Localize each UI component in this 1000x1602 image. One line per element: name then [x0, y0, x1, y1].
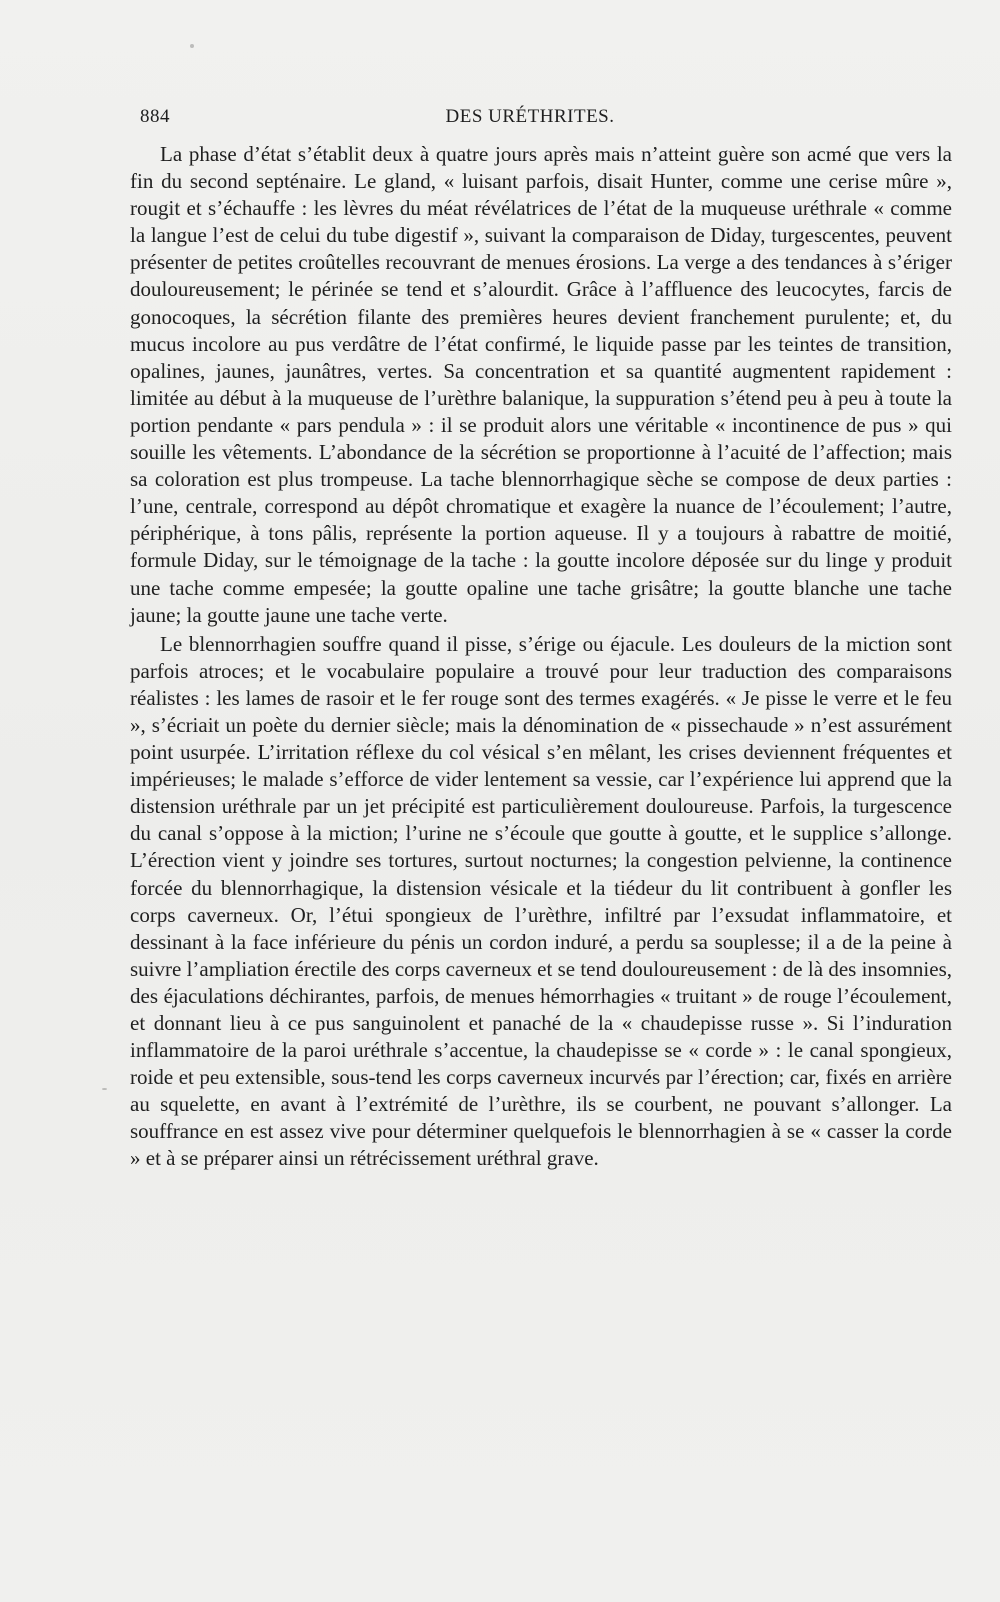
running-title: DES URÉTHRITES. — [445, 106, 615, 127]
paragraph-2: Le blennorrhagien souffre quand il pisse, s’érige ou éjacule. Les douleurs de la miction sont parfois atroces; et le vocabulaire populaire a trouvé pour leur traduction des comparaisons réalistes : les lames de rasoir et le fer rouge sont des termes exagérés. « Je pisse le verre et le feu », s’écriait un poète du dernier siècle; mais la dénomination de « pissechaude » n’est assurément point usurpée. L’irritation réflexe du col vésical s’en mêlant, les crises deviennent fréquentes et impérieuses; le malade s’efforce de vider lentement sa vessie, car l’expérience lui apprend que la distension uréthrale par un jet précipité est particulièrement douloureuse. Parfois, la turgescence du canal s’oppose à la miction; l’urine ne s’écoule que goutte à goutte, et le supplice s’allonge. L’érection vient y joindre ses tortures, surtout nocturnes; la congestion pelvienne, la continence forcée du blennorrhagique, la distension vésicale et la tiédeur du lit contribuent à gonfler les corps caverneux. Or, l’étui spongieux de l’urèthre, infiltré par l’exsudat inflammatoire, et dessinant à la face inférieure du pénis un cordon induré, a perdu sa souplesse; il a de la peine à suivre l’ampliation érectile des corps caverneux et se tend douloureusement : de là des insomnies, des éjaculations déchirantes, parfois, de menues hémorrhagies « truitant » de rouge l’écoulement, et donnant lieu à ce pus sanguinolent et panaché de la « chaudepisse russe ». Si l’induration inflammatoire de la paroi uréthrale s’accentue, la chaudepisse se « corde » : le canal spongieux, roide et peu extensible, sous-tend les corps caverneux incurvés par l’érection; car, fixés en arrière au squelette, en avant à l’extrémité de l’urèthre, ils se courbent, ne pouvant s’allonger. La souffrance en est assez vive pour déterminer quelquefois le blennorrhagien à se « casser la corde » et à se préparer ainsi un rétrécissement uréthral grave. — [130, 631, 952, 1171]
paper-speck — [102, 1088, 107, 1090]
running-head — [140, 106, 920, 132]
body-text — [130, 141, 952, 1173]
paragraph-1: La phase d’état s’établit deux à quatre jours après mais n’atteint guère son acmé que vers la fin du second septénaire. Le gland, « luisant parfois, disait Hunter, comme une cerise mûre », rougit et s’échauffe : les lèvres du méat révélatrices de l’état de la muqueuse uréthrale « comme la langue l’est de celui du tube digestif », suivant la comparaison de Diday, turgescentes, peuvent présenter de petites croûtelles recouvrant de menues érosions. La verge a des tendances à s’ériger douloureusement; le périnée se tend et s’alourdit. Grâce à l’affluence des leucocytes, farcis de gonocoques, la sécrétion filante des premières heures devient franchement purulente; et, du mucus incolore au pus verdâtre de l’état confirmé, le liquide passe par les teintes de transition, opalines, jaunes, jaunâtres, vertes. Sa concentration et sa quantité augmentent rapidement : limitée au début à la muqueuse de l’urèthre balanique, la suppuration s’étend peu à peu à toute la portion pendante « pars pendula » : il se produit alors une véritable « incontinence de pus » qui souille les vêtements. L’abondance de la sécrétion se proportionne à l’acuité de l’affection; mais sa coloration est plus trompeuse. La tache blennorrhagique sèche se compose de deux parties : l’une, centrale, correspond au dépôt chromatique et exagère la nuance de l’écoulement; l’autre, périphérique, à tons pâlis, représente la portion aqueuse. Il y a toujours à rabattre de moitié, formule Diday, sur le témoignage de la tache : la goutte incolore déposée sur du linge y produit une tache comme empesée; la goutte opaline une tache grisâtre; la goutte blanche une tache jaune; la goutte jaune une tache verte. — [130, 142, 952, 627]
paper-speck — [190, 44, 194, 48]
page-number: 884 — [140, 106, 170, 127]
